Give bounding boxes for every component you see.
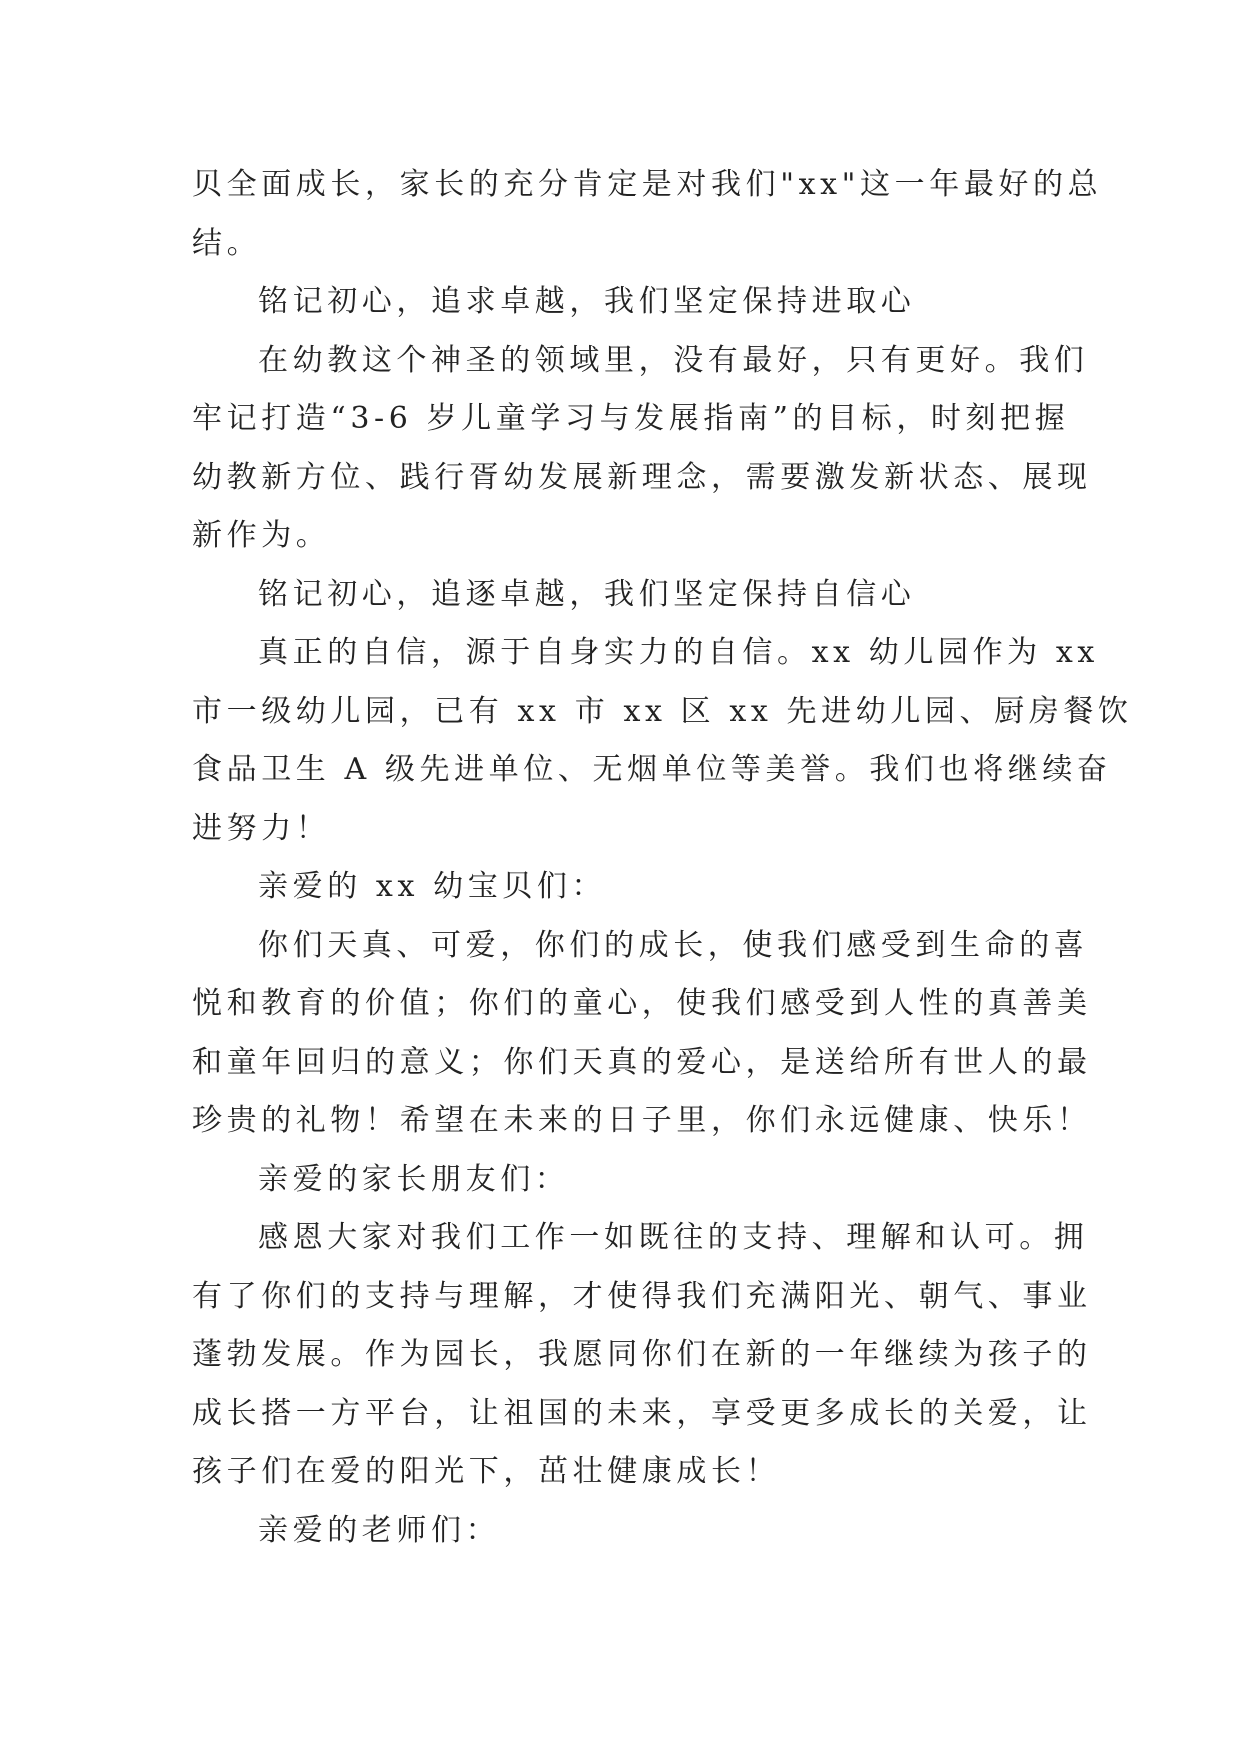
text-line: 结。 [192, 225, 262, 261]
text-line: 真正的自信，源于自身实力的自信。xx 幼儿园作为 xx [258, 635, 1099, 670]
text-line: 孩子们在爱的阳光下，茁壮健康成长！ [192, 1454, 781, 1489]
text-line: 珍贵的礼物！希望在未来的日子里，你们永远健康、快乐！ [192, 1103, 1092, 1138]
text-line: 食品卫生 A 级先进单位、无烟单位等美誉。我们也将继续奋 [192, 752, 1112, 787]
text-line: 和童年回归的意义；你们天真的爱心，是送给所有世人的最 [192, 1044, 1092, 1080]
text-line: 感恩大家对我们工作一如既往的支持、理解和认可。拥 [258, 1220, 1089, 1255]
text-line: 进努力！ [192, 810, 331, 846]
salutation: 亲爱的 xx 幼宝贝们： [258, 869, 607, 904]
text-line: 有了你们的支持与理解，才使得我们充满阳光、朝气、事业 [192, 1278, 1092, 1314]
text-line: 新作为。 [192, 518, 331, 553]
section-heading: 铭记初心，追求卓越，我们坚定保持进取心 [258, 284, 916, 319]
text-line: 在幼教这个神圣的领域里，没有最好，只有更好。我们 [258, 342, 1089, 378]
text-line: 贝全面成长，家长的充分肯定是对我们"xx"这一年最好的总 [192, 167, 1103, 202]
text-line: 幼教新方位、践行胥幼发展新理念，需要激发新状态、展现 [192, 459, 1092, 495]
document-page [192, 156, 1133, 1560]
text-line: 牢记打造“3-6 岁儿童学习与发展指南”的目标，时刻把握 [192, 401, 1070, 436]
text-line: 你们天真、可爱，你们的成长，使我们感受到生命的喜 [258, 927, 1089, 963]
text-line: 成长搭一方平台，让祖国的未来，享受更多成长的关爱，让 [192, 1395, 1092, 1431]
text-line: 悦和教育的价值；你们的童心，使我们感受到人性的真善美 [192, 986, 1092, 1021]
salutation: 亲爱的家长朋友们： [258, 1161, 570, 1197]
text-line: 市一级幼儿园，已有 xx 市 xx 区 xx 先进幼儿园、厨房餐饮 [192, 693, 1133, 729]
salutation: 亲爱的老师们： [258, 1512, 501, 1548]
text-line: 蓬勃发展。作为园长，我愿同你们在新的一年继续为孩子的 [192, 1337, 1092, 1372]
section-heading: 铭记初心，追逐卓越，我们坚定保持自信心 [258, 576, 916, 612]
